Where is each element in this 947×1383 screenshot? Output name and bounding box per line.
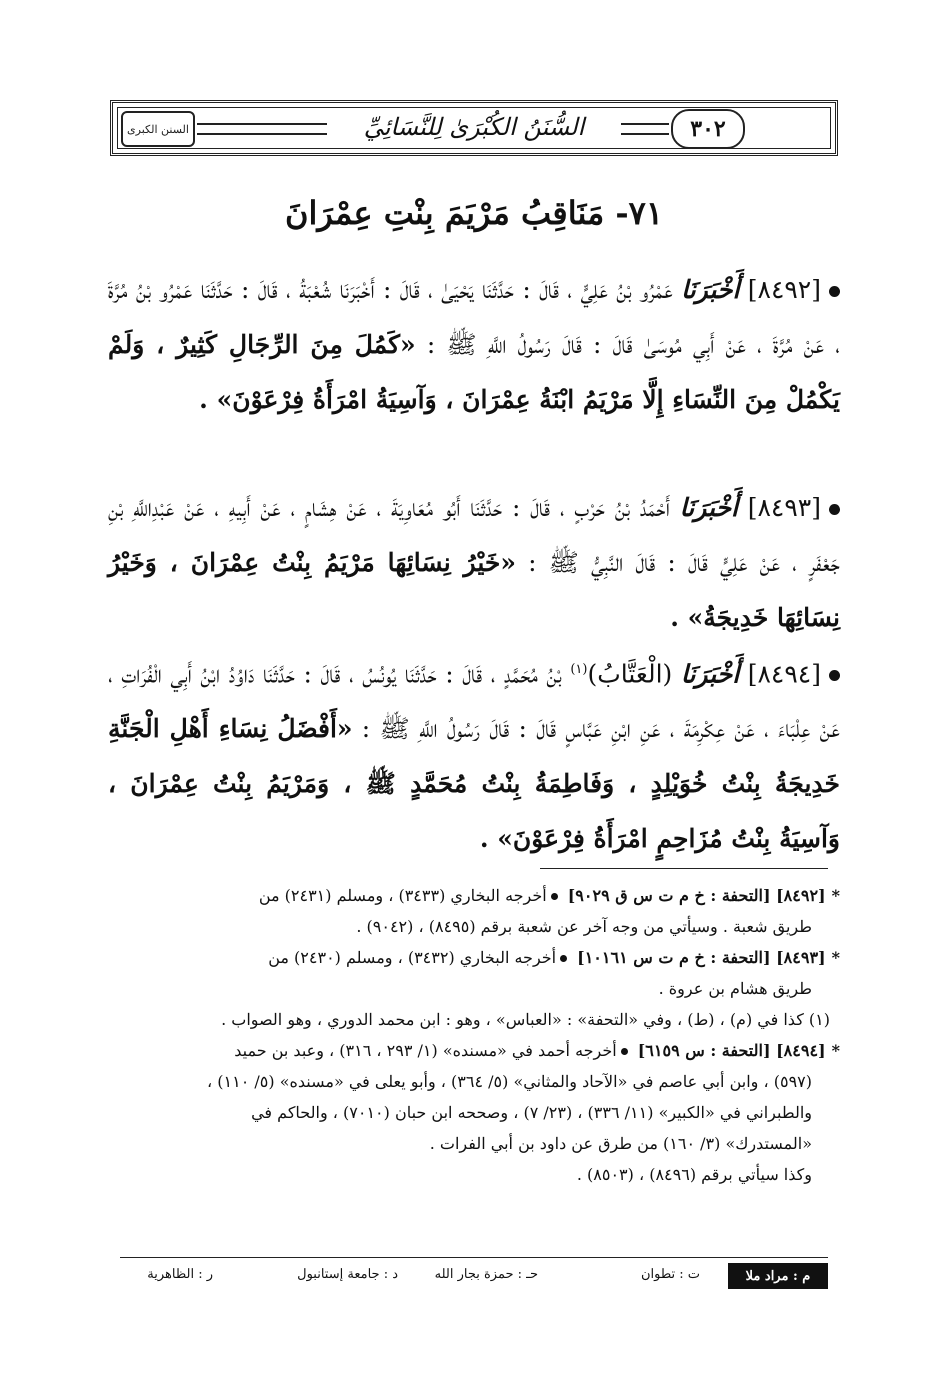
manuscript-item: ر : الظاهرية [147,1267,213,1282]
hadith-number: [٨٤٩٢] [747,275,821,304]
narrator-name: (الْعَتَّابُ) [587,659,673,689]
bullet-icon [560,955,567,962]
footnote-note: (١) كذا في (م) ، (ط) ، وفي «التحفة» : «العباس» ، وهو : ابن محمد الدوري ، وهو الصواب . [221,1010,830,1029]
footnote-takhrij [110,880,840,911]
akhbarana-word: أَخْبَرَنَا [679,493,738,522]
footnote-continuation: والطبراني في «الكبير» (١١/ ٣٣٦) ، (٢٣/ ٧) ، وصححه ابن حبان (٧٠١٠) ، والحاكم في [251,1103,812,1122]
footnote-takhrij [110,1035,840,1066]
hadith-paragraph [108,480,840,645]
footnote-continuation: وكذا سيأتي برقم (٨٤٩٦) ، (٨٥٠٣) . [576,1165,812,1184]
manuscript-item: حـ : حمزة بجار الله [434,1267,538,1282]
footnote-continuation: طريق هشام بن عروة . [658,979,812,998]
page-number: ٣٠٢ [671,109,745,149]
bullet-icon [829,504,840,515]
hadith-number: [٨٤٩٤] [747,659,821,689]
akhbarana-word: أَخْبَرَنَا [681,275,740,304]
hadith-paragraph [108,642,840,866]
footnote-ref: [٨٤٩٢] [التحفة : خ م ت س ق ٩٠٢٩] [567,886,826,905]
header-ornament-band [621,123,669,135]
header-ornament-band [197,123,327,135]
hadith-isnad: عَمْرُو بْنُ عَلِيٍّ ، قَالَ : حَدَّثَنَا يَحْيَىٰ ، قَالَ : أَخْبَرَنَا شُعْبَةُ ، قَالَ : حَدَّثَنَا عَمْرُو بْنُ مُرَّةَ ، عَنْ مُرَّةَ ، عَنْ أَبِي مُوسَىٰ قَالَ : قَالَ رَسُولُ اللَّهِ ﷺ : [108,275,840,359]
bullet-icon [551,893,558,900]
hadith-matn: «كَمُلَ مِنَ الرِّجَالِ كَثِيرٌ ، وَلَمْ يَكْمُلْ مِنَ النِّسَاءِ إِلَّا مَرْيَمُ ابْنَةُ عِمْرَانَ ، وَآسِيَةُ امْرَأَةُ فِرْعَوْنَ» . [108,330,840,414]
footnote-marker: (١) [570,662,588,677]
bullet-icon [829,286,840,297]
bottom-separator [120,1257,828,1258]
manuscript-item: ت : تطوان [640,1267,700,1282]
manuscript-badge: م : مراد ملا [728,1263,828,1289]
star-icon: * [831,886,840,905]
star-icon: * [831,948,840,967]
footnote-separator [540,868,828,869]
hadith-matn: «أَفْضَلُ نِسَاءِ أَهْلِ الْجَنَّةِ خَدِيجَةُ بِنْتُ خُوَيْلِدٍ ، وَفَاطِمَةُ بِنْتُ مُحَمَّدٍ ﷺ ، وَمَرْيَمُ بِنْتُ عِمْرَانَ ، وَآسِيَةُ بِنْتُ مُزَاحِمٍ امْرَأَةُ فِرْعَوْنَ» . [108,714,840,854]
footnote-text: أخرجه البخاري (٣٤٣٣) ، ومسلم (٢٤٣١) من [258,886,547,905]
manuscript-item: د : جامعة إستانبول [297,1267,398,1282]
hadith-matn: «خَيْرُ نِسَائِهَا مَرْيَمُ بِنْتُ عِمْرَانَ ، وَخَيْرُ نِسَائِهَا خَدِيجَةُ» . [108,548,840,632]
footnote-text: أخرجه أحمد في «مسنده» (١/ ٢٩٣ ، ٣١٦) ، وعبد بن حميد [234,1041,617,1060]
footnote-continuation: «المستدرك» (٣/ ١٦٠) من طرق عن داود بن أبي الفرات . [429,1134,812,1153]
hadith-number: [٨٤٩٣] [747,493,821,522]
footnote-ref: [٨٤٩٤] [التحفة : س ٦١٥٩] [637,1041,826,1060]
hadith-paragraph [108,262,840,427]
page-header [110,100,838,156]
hadith-isnad: بْنُ مُحَمَّدٍ ، قَالَ : حَدَّثَنَا يُونُسُ ، قَالَ : حَدَّثَنَا دَاوُدُ ابْنُ أَبِي الْفُرَاتِ ، عَنْ عِلْبَاءَ ، عَنْ عِكْرِمَةَ ، عَنِ ابْنِ عَبَّاسٍ قَالَ : قَالَ رَسُولُ اللَّهِ ﷺ : [108,659,840,744]
footnote-text: أخرجه البخاري (٣٤٣٢) ، ومسلم (٢٤٣٠) من [268,948,557,967]
book-seal-text: السنن الكبرى [127,122,189,136]
book-seal-ornament [121,111,195,147]
bullet-icon [829,670,840,681]
footnote-takhrij [110,942,840,973]
bullet-icon [621,1048,628,1055]
footnote-ref: [٨٤٩٣] [التحفة : خ م ت س ١٠١٦١] [577,948,826,967]
star-icon: * [831,1041,840,1060]
footnote-continuation: (٥٩٧) ، وابن أبي عاصم في «الآحاد والمثاني» (٥/ ٣٦٤) ، وأبو يعلى في «مسنده» (٥/ ١١٠) ، [207,1072,812,1091]
footnotes [110,880,840,1190]
hadith-isnad: أَحْمَدُ بْنُ حَرْبٍ ، قَالَ : حَدَّثَنَا أَبُو مُعَاوِيَةَ ، عَنْ هِشَامٍ ، عَنْ أَبِيهِ ، عَنْ عَبْدِاللَّهِ بْنِ جَعْفَرٍ ، عَنْ عَلِيٍّ قَالَ : قَالَ النَّبِيُّ ﷺ : [108,493,840,577]
chapter-title: ٧١- مَنَاقِبُ مَرْيَمَ بِنْتِ عِمْرَانَ [284,194,664,232]
akhbarana-word: أَخْبَرَنَا [680,659,740,689]
running-book-title: السُّنَنُ الكُبْرَىٰ لِلنَّسَائِيِّ [363,113,585,141]
manuscript-key [120,1263,828,1289]
footnote-continuation: طريق شعبة . وسيأتي من وجه آخر عن شعبة برقم (٨٤٩٥) ، (٩٠٤٢) . [356,917,812,936]
